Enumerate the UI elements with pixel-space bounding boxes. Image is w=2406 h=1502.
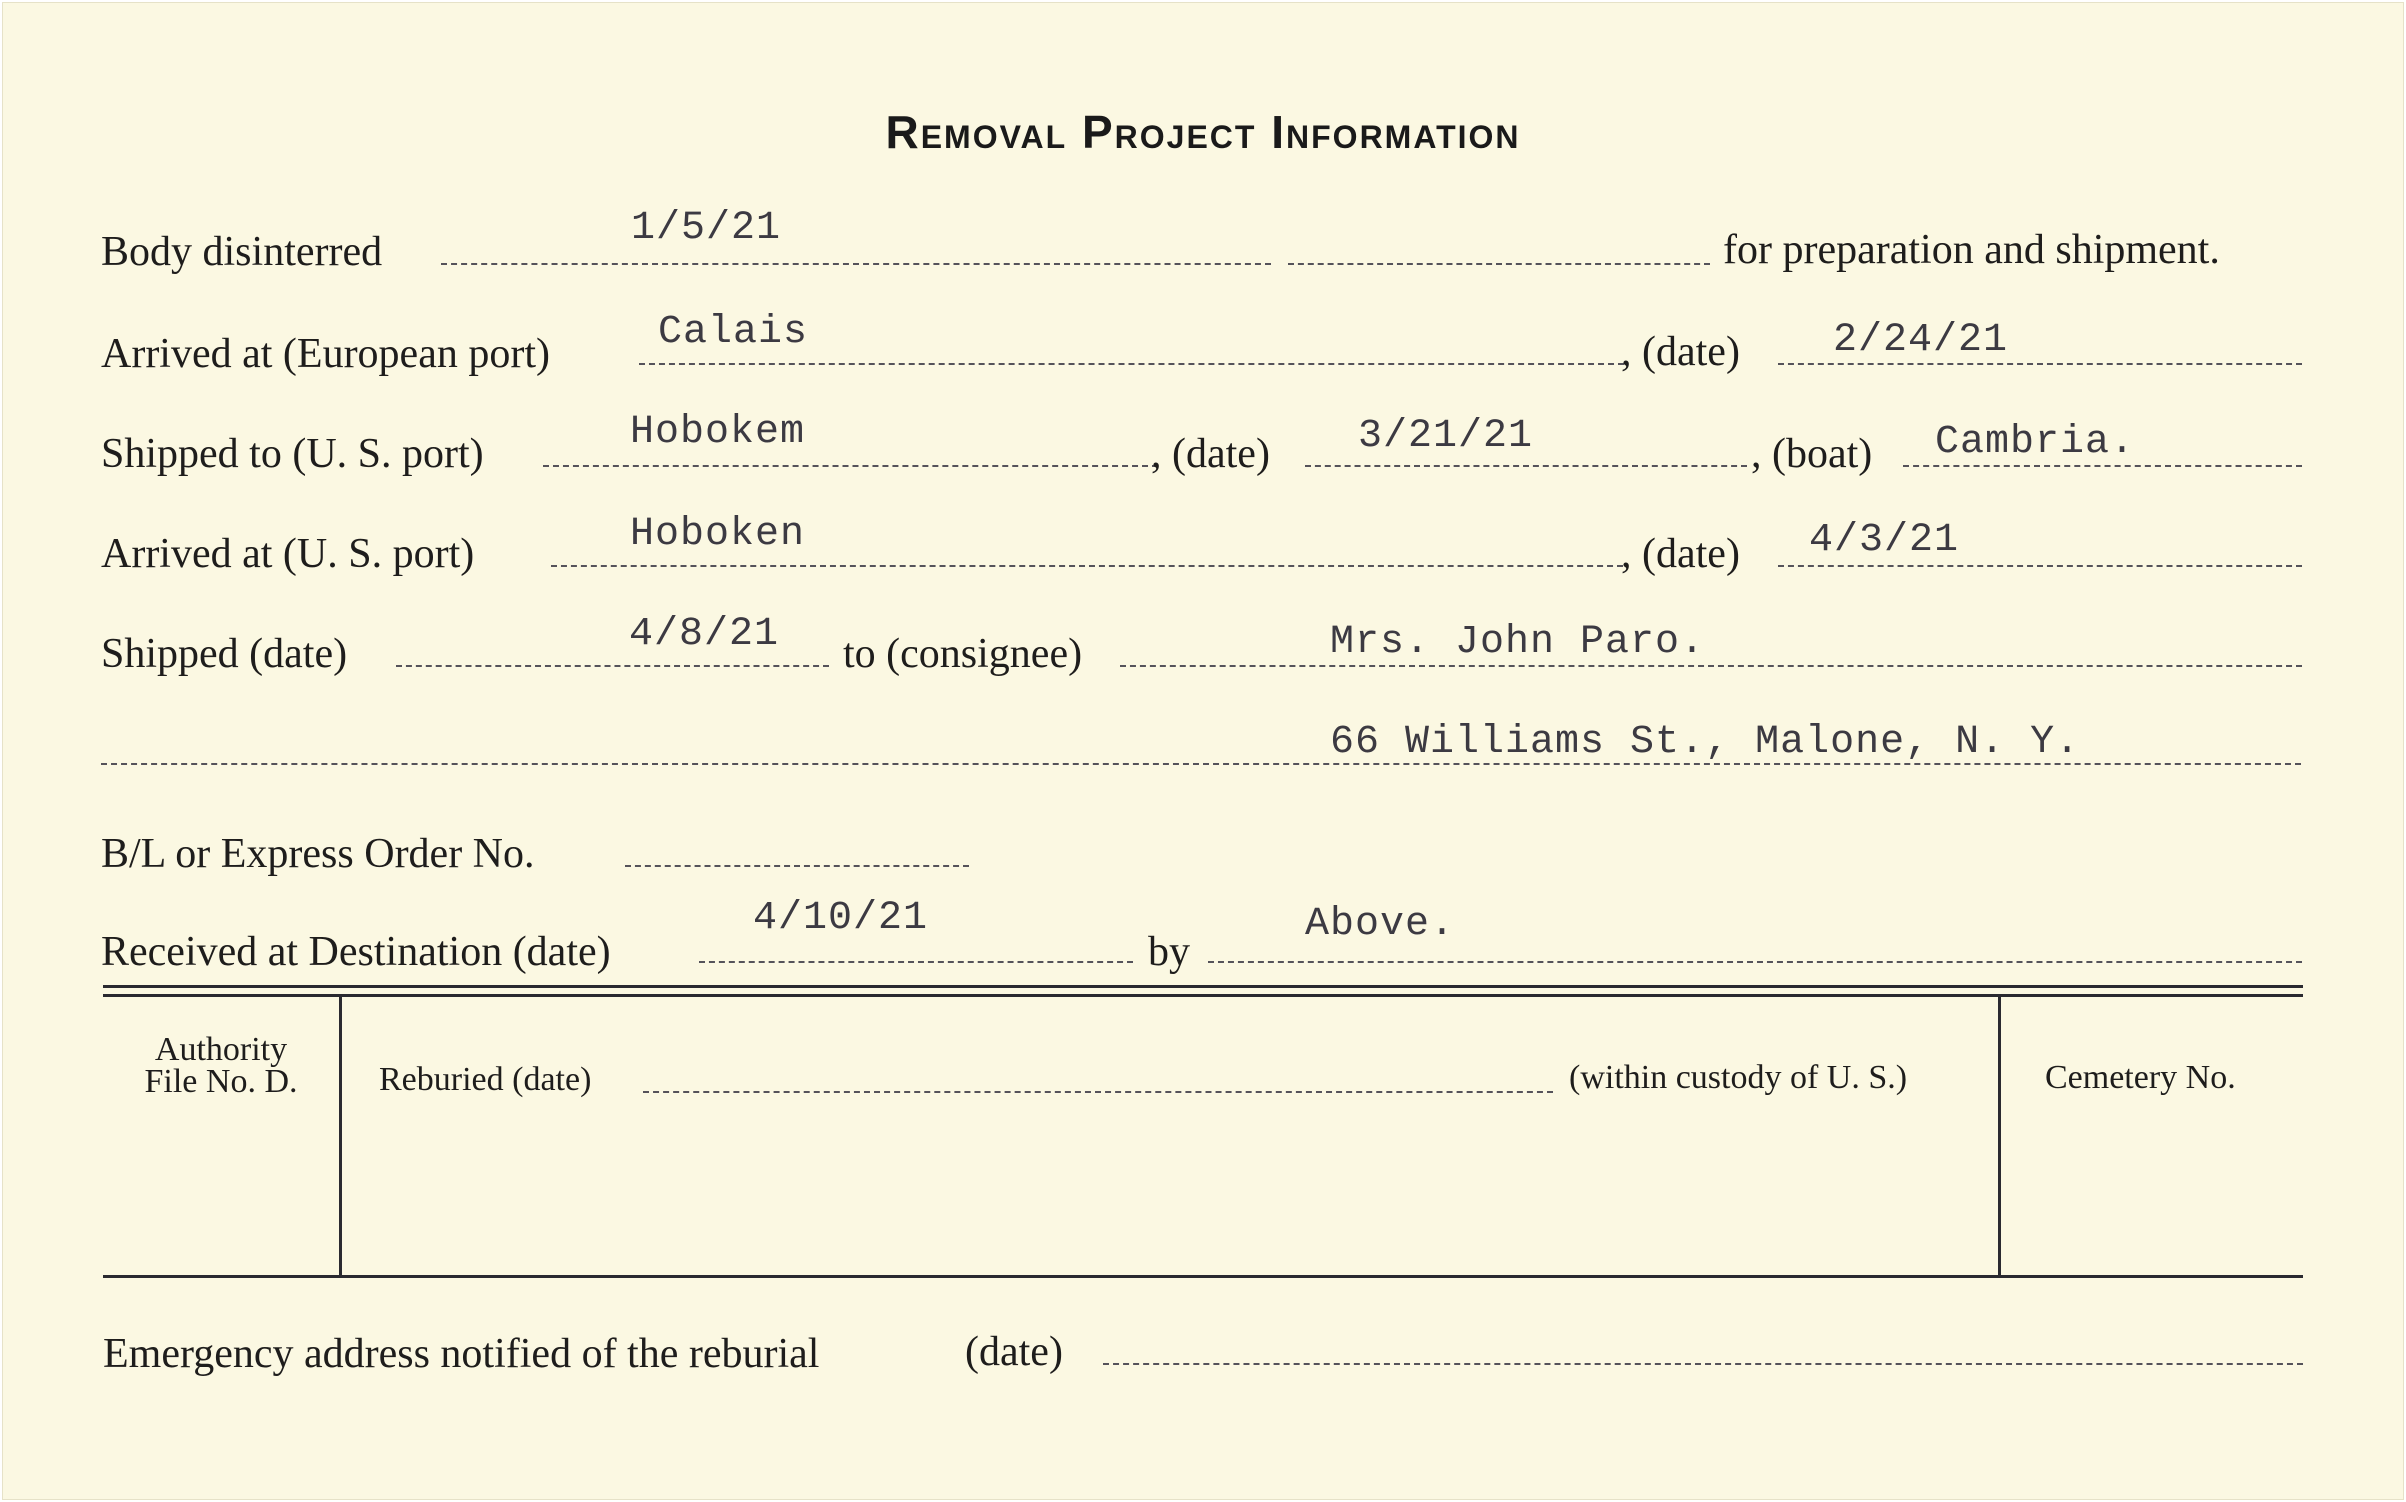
disinterred-line-2 bbox=[1288, 263, 1710, 265]
shipped-us-line bbox=[543, 465, 1158, 467]
disinterred-value[interactable]: 1/5/21 bbox=[631, 206, 782, 251]
bl-line bbox=[625, 865, 969, 867]
table-top-rule bbox=[103, 985, 2303, 988]
emergency-line bbox=[1103, 1363, 2303, 1365]
custody-label: (within custody of U. S.) bbox=[1569, 1059, 1908, 1096]
arrived-us-date-label: , (date) bbox=[1621, 531, 1740, 577]
shipped-us-date-value[interactable]: 3/21/21 bbox=[1358, 414, 1534, 459]
european-port-date-line bbox=[1778, 363, 2302, 365]
disinterred-line bbox=[441, 263, 1271, 265]
shipped-us-boat-label: , (boat) bbox=[1751, 431, 1873, 477]
shipped-us-label: Shipped to (U. S. port) bbox=[101, 431, 484, 477]
shipped-us-date-line bbox=[1305, 465, 1747, 467]
file-no-label: File No. D. bbox=[144, 1063, 298, 1100]
received-date-line bbox=[699, 961, 1133, 963]
table-divider-left bbox=[339, 997, 342, 1275]
shipped-date-line bbox=[396, 665, 829, 667]
european-port-label: Arrived at (European port) bbox=[101, 331, 550, 377]
arrived-us-value[interactable]: Hoboken bbox=[630, 512, 806, 557]
shipped-us-value[interactable]: Hobokem bbox=[630, 410, 806, 455]
shipped-us-boat-value[interactable]: Cambria. bbox=[1935, 420, 2136, 465]
disinterred-suffix: for preparation and shipment. bbox=[1723, 227, 2220, 273]
authority-label: Authority bbox=[154, 1031, 288, 1068]
bl-label: B/L or Express Order No. bbox=[101, 831, 535, 877]
card-title: Removal Project Information bbox=[885, 106, 1521, 158]
consignee-line bbox=[1120, 665, 2302, 667]
shipped-date-value[interactable]: 4/8/21 bbox=[629, 612, 780, 657]
shipped-us-date-label: , (date) bbox=[1151, 431, 1270, 477]
received-by-value[interactable]: Above. bbox=[1305, 902, 1456, 947]
disinterred-label: Body disinterred bbox=[101, 229, 383, 275]
european-port-date-value[interactable]: 2/24/21 bbox=[1833, 318, 2009, 363]
shipped-label: Shipped (date) bbox=[101, 631, 348, 677]
consignee-label: to (consignee) bbox=[843, 631, 1083, 677]
received-date-value[interactable]: 4/10/21 bbox=[753, 896, 929, 941]
cemetery-label: Cemetery No. bbox=[2045, 1059, 2236, 1096]
table-top-rule-2 bbox=[103, 994, 2303, 997]
arrived-us-date-value[interactable]: 4/3/21 bbox=[1809, 518, 1960, 563]
emergency-label: Emergency address notified of the reburial bbox=[103, 1331, 820, 1377]
record-card bbox=[2, 2, 2404, 1500]
arrived-us-line bbox=[551, 565, 1623, 567]
received-by-label: by bbox=[1148, 929, 1190, 975]
consignee-value[interactable]: Mrs. John Paro. bbox=[1330, 620, 1706, 665]
table-bottom-rule bbox=[103, 1275, 2303, 1278]
table-divider-right bbox=[1998, 997, 2001, 1275]
arrived-us-label: Arrived at (U. S. port) bbox=[101, 531, 475, 577]
european-port-value[interactable]: Calais bbox=[658, 310, 809, 355]
shipped-us-boat-line bbox=[1903, 465, 2302, 467]
reburied-line bbox=[643, 1091, 1553, 1093]
european-port-date-label: , (date) bbox=[1621, 329, 1740, 375]
arrived-us-date-line bbox=[1778, 565, 2302, 567]
received-by-line bbox=[1208, 961, 2302, 963]
received-label: Received at Destination (date) bbox=[101, 929, 611, 975]
emergency-date-label: (date) bbox=[965, 1329, 1063, 1375]
address-value[interactable]: 66 Williams St., Malone, N. Y. bbox=[1330, 720, 2081, 765]
european-port-line bbox=[639, 363, 1624, 365]
reburied-label: Reburied (date) bbox=[379, 1061, 592, 1098]
